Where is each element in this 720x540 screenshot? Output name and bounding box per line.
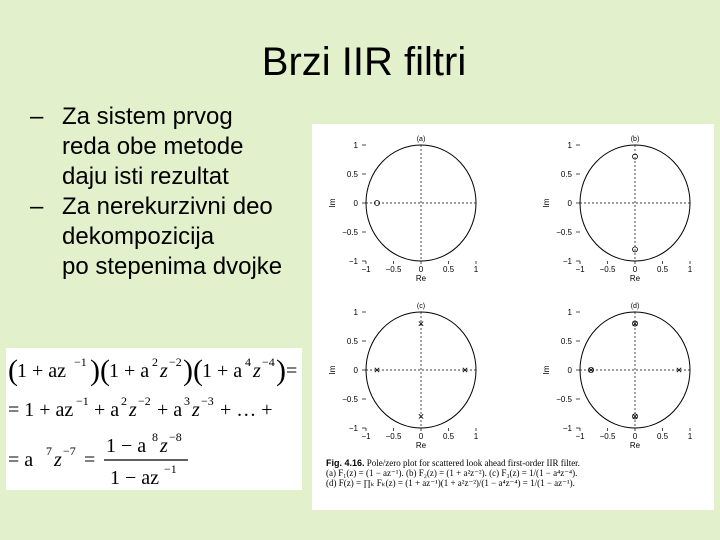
- formula-denominator: 1 − az: [110, 467, 160, 489]
- y-tick-label: −1: [348, 257, 358, 266]
- formula-term: z: [160, 360, 168, 382]
- formula-term: + … +: [220, 399, 273, 421]
- y-tick-label: 0: [567, 366, 572, 375]
- formula-svg: [6, 348, 302, 490]
- bullet-list: [30, 102, 330, 282]
- x-tick-label: 0.5: [656, 265, 669, 274]
- formula-exponent: 4: [245, 355, 251, 369]
- formula-term: 1 + a: [109, 360, 150, 382]
- y-tick-label: 0.5: [346, 337, 358, 346]
- panel-label: (d): [630, 303, 640, 310]
- y-axis-label: Im: [542, 198, 551, 208]
- formula-term: 1 + az: [17, 360, 67, 382]
- caption-line: (a) F₁(z) = (1 − az⁻¹). (b) F₂(z) = (1 + a²z⁻²). (c) F₃(z) = 1/(1 − a⁴z⁻⁴).: [326, 468, 578, 478]
- panel-label: (a): [416, 136, 426, 143]
- formula-term: 1 + a: [202, 360, 243, 382]
- x-tick-label: 1: [473, 432, 479, 441]
- bullet-dash: –: [30, 193, 44, 220]
- caption-line: (d) F(z) = ∏ₖ Fₖ(z) = (1 + az⁻¹)(1 + a²z⁻²)/(1 − a⁴z⁻⁴) = 1/(1 − az⁻¹).: [326, 478, 575, 488]
- x-tick-label: 1: [473, 265, 479, 274]
- formula-equals: =: [84, 449, 96, 471]
- caption-title: Fig. 4.16.: [326, 458, 365, 468]
- bullet-line: reda obe metode: [62, 133, 244, 160]
- formula-term: z: [129, 399, 137, 421]
- x-tick-label: −1: [575, 432, 585, 441]
- formula-exponent: 3: [184, 394, 190, 408]
- y-tick-label: 0.5: [560, 337, 572, 346]
- x-axis-label: Re: [415, 441, 427, 450]
- x-tick-label: 0: [632, 432, 638, 441]
- y-tick-label: −1: [562, 257, 572, 266]
- formula-exponent: 8: [152, 430, 158, 444]
- formula-exponent: 7: [46, 444, 52, 458]
- y-axis-label: Im: [328, 198, 337, 208]
- y-tick-label: −1: [562, 424, 572, 433]
- bullet-dash: –: [30, 103, 44, 130]
- formula-exponent: −2: [138, 394, 151, 408]
- formula-term: = 1 + az: [8, 399, 74, 421]
- formula-exponent: −7: [63, 444, 76, 458]
- bullet-line: daju isti rezultat: [62, 163, 229, 190]
- x-tick-label: 0.5: [442, 265, 455, 274]
- bullet-line: po stepenima dvojke: [62, 253, 283, 280]
- formula-term: + a: [94, 399, 120, 421]
- y-tick-label: 1: [353, 308, 358, 317]
- formula-paren: (: [8, 354, 18, 387]
- y-tick-label: 1: [567, 141, 572, 150]
- x-tick-label: 0: [632, 265, 638, 274]
- figure-caption: [326, 458, 711, 488]
- y-tick-label: −1: [348, 424, 358, 433]
- y-tick-label: 0: [353, 366, 358, 375]
- y-tick-label: 1: [353, 141, 358, 150]
- formula-numerator: 1 − a: [106, 435, 147, 457]
- x-tick-label: 1: [687, 265, 693, 274]
- pole-zero-figure: [312, 124, 714, 510]
- x-tick-label: −1: [575, 265, 585, 274]
- formula-term: = a: [8, 449, 34, 471]
- y-axis-label: Im: [542, 365, 551, 375]
- formula-paren: ): [276, 354, 286, 387]
- x-tick-label: −0.5: [385, 265, 402, 274]
- x-axis-label: Re: [629, 441, 641, 450]
- y-tick-label: −0.5: [556, 228, 572, 237]
- x-tick-label: 1: [687, 432, 693, 441]
- bullet-item: [30, 102, 330, 192]
- y-tick-label: 0.5: [346, 170, 358, 179]
- formula-equals: =: [286, 360, 298, 382]
- formula-exponent: −3: [201, 394, 214, 408]
- x-tick-label: 0.5: [656, 432, 669, 441]
- formula-term: z: [253, 360, 261, 382]
- formula-paren: )(: [90, 354, 110, 387]
- formula-box: [6, 348, 302, 490]
- y-tick-label: 0: [353, 199, 358, 208]
- slide-title: [0, 40, 720, 85]
- x-tick-label: −0.5: [385, 432, 402, 441]
- formula-paren: )(: [183, 354, 203, 387]
- y-axis-label: Im: [328, 365, 337, 375]
- formula-exponent: −8: [169, 430, 182, 444]
- bullet-line: Za nerekurzivni deo: [62, 193, 273, 220]
- formula-exponent: −2: [169, 355, 182, 369]
- x-tick-label: 0.5: [442, 432, 455, 441]
- formula-term: z: [192, 399, 200, 421]
- panel-label: (c): [416, 303, 426, 310]
- x-axis-label: Re: [629, 274, 641, 283]
- y-tick-label: −0.5: [342, 395, 358, 404]
- x-tick-label: −0.5: [599, 432, 616, 441]
- bullet-item: [30, 192, 330, 282]
- y-tick-label: 0.5: [560, 170, 572, 179]
- formula-exponent: 2: [152, 355, 158, 369]
- y-tick-label: −0.5: [342, 228, 358, 237]
- pole-zero-svg: [312, 124, 714, 454]
- caption-text: Pole/zero plot for scattered look ahead first-order IIR filter.: [366, 458, 580, 468]
- panel-label: (b): [630, 136, 640, 143]
- x-tick-label: −1: [361, 432, 371, 441]
- formula-exponent: −4: [262, 355, 275, 369]
- y-tick-label: 0: [567, 199, 572, 208]
- x-tick-label: −1: [361, 265, 371, 274]
- formula-term: z: [54, 449, 62, 471]
- slide-title-text: Brzi IIR filtri: [261, 40, 467, 84]
- x-tick-label: −0.5: [599, 265, 616, 274]
- formula-term: z: [160, 435, 168, 457]
- x-tick-label: 0: [418, 432, 424, 441]
- bullet-line: Za sistem prvog: [62, 103, 233, 130]
- x-axis-label: Re: [415, 274, 427, 283]
- formula-exponent: −1: [76, 394, 89, 408]
- formula-exponent: −1: [74, 355, 87, 369]
- formula-exponent: −1: [164, 462, 177, 476]
- x-tick-label: 0: [418, 265, 424, 274]
- formula-exponent: 2: [121, 394, 127, 408]
- y-tick-label: 1: [567, 308, 572, 317]
- formula-term: + a: [157, 399, 183, 421]
- y-tick-label: −0.5: [556, 395, 572, 404]
- bullet-line: dekompozicija: [62, 223, 215, 250]
